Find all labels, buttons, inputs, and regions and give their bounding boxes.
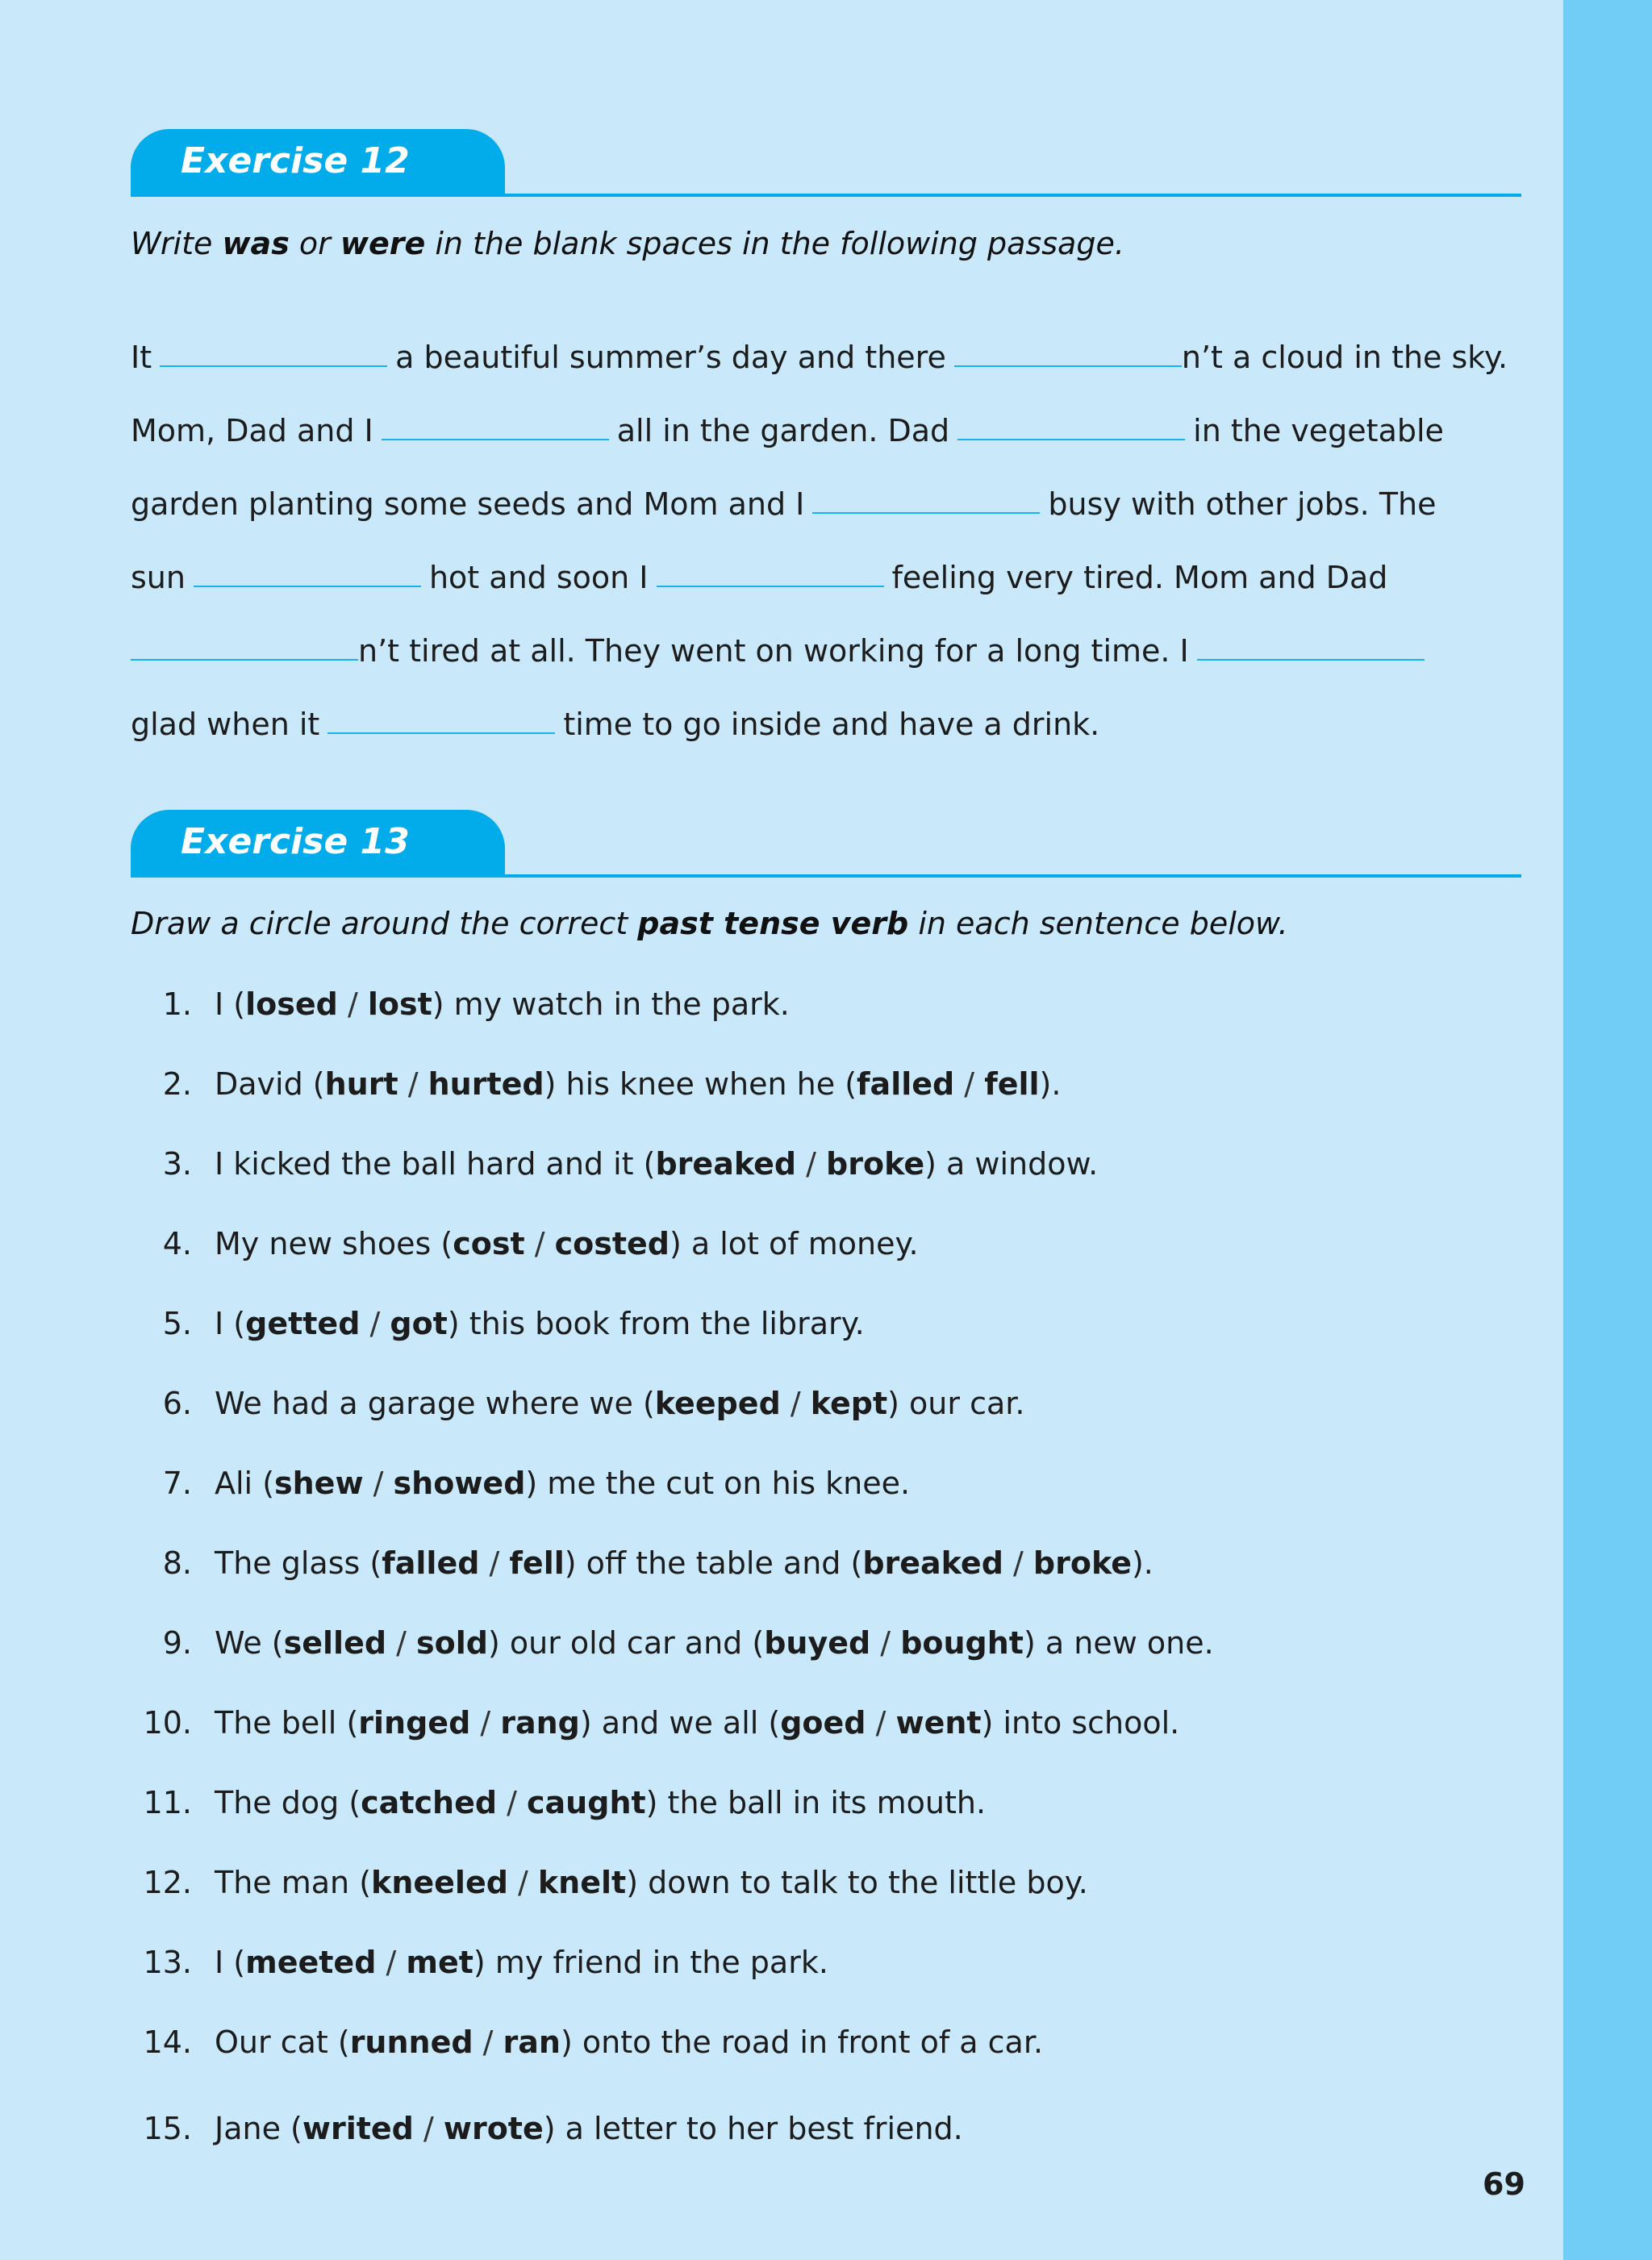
verb-choice[interactable]: breaked [862, 1545, 1003, 1581]
item-number: 12. [143, 1865, 192, 1900]
verb-choice[interactable]: showed [393, 1466, 526, 1501]
sentence-text: ) a lot of money. [669, 1226, 919, 1261]
sentence-text: ) the ball in its mouth. [645, 1785, 987, 1820]
item-number: 8. [162, 1545, 192, 1581]
exercise-13-rule [131, 874, 1521, 878]
verb-choice[interactable]: met [406, 1945, 473, 1980]
choice-separator: / [507, 1865, 538, 1900]
sentence-text: Our cat ( [215, 2024, 350, 2060]
passage-text: n’t a cloud in the sky. [1181, 340, 1508, 375]
sentence-text: ) our car. [887, 1386, 1025, 1421]
item-number: 5. [162, 1306, 192, 1341]
passage-text: time to go inside and have a drink. [563, 707, 1100, 742]
item-number: 14. [143, 2024, 192, 2060]
item-number: 15. [143, 2111, 192, 2146]
exercise-13-instruction [131, 906, 1288, 941]
verb-choice[interactable]: goed [780, 1705, 866, 1741]
sentence-text: ) this book from the library. [447, 1306, 865, 1341]
page-number: 69 [1483, 2166, 1525, 2202]
verb-choice[interactable]: catched [361, 1785, 498, 1820]
verb-choice[interactable]: went [895, 1705, 982, 1741]
verb-choice[interactable]: ringed [358, 1705, 471, 1741]
sentence-text: Jane ( [215, 2111, 302, 2146]
blank-4[interactable] [957, 439, 1185, 440]
instruction-text: Write [131, 226, 223, 261]
passage-text: hot and soon I [428, 560, 649, 595]
choice-separator: / [398, 1066, 428, 1102]
passage-text: a beautiful summer’s day and there [395, 340, 946, 375]
item-number: 2. [162, 1066, 192, 1102]
instruction-bold-was: was [222, 226, 290, 261]
sentence-text: ). [1131, 1545, 1153, 1581]
passage-text: Mom, Dad and I [131, 413, 373, 448]
exercise-12-rule [131, 194, 1521, 197]
sentence-text: ) his knee when he ( [544, 1066, 857, 1102]
passage-text: feeling very tired. Mom and Dad [891, 560, 1388, 595]
blank-6[interactable] [194, 586, 421, 587]
item-number: 1. [162, 986, 192, 1022]
choice-separator: / [473, 2024, 503, 2060]
choice-separator: / [497, 1785, 528, 1820]
verb-choice[interactable]: kept [810, 1386, 888, 1421]
verb-choice[interactable]: getted [245, 1306, 361, 1341]
blank-7[interactable] [657, 586, 884, 587]
verb-choice[interactable]: fell [984, 1066, 1040, 1102]
verb-choice[interactable]: breaked [655, 1146, 797, 1182]
verb-choice[interactable]: costed [554, 1226, 670, 1261]
blank-8[interactable] [131, 659, 358, 661]
sentence-text: ) down to talk to the little boy. [626, 1865, 1088, 1900]
passage-line-3 [131, 484, 1437, 524]
sentence-text: ) off the table and ( [564, 1545, 863, 1581]
choice-separator: / [524, 1226, 555, 1261]
sentence-text: The bell ( [215, 1705, 359, 1741]
list-item [131, 984, 790, 1024]
passage-text: garden planting some seeds and Mom and I [131, 486, 805, 522]
verb-choice[interactable]: meeted [245, 1945, 377, 1980]
instruction-bold-past-tense-verb: past tense verb [637, 906, 909, 941]
sentence-text: David ( [215, 1066, 325, 1102]
verb-choice[interactable]: selled [283, 1625, 387, 1661]
instruction-text: or [289, 226, 340, 261]
sentence-text: I ( [215, 1306, 246, 1341]
passage-line-1 [131, 337, 1508, 377]
choice-separator: / [1003, 1545, 1033, 1581]
list-item [131, 1783, 986, 1823]
verb-choice[interactable]: rang [500, 1705, 580, 1741]
sentence-text: The man ( [215, 1865, 372, 1900]
item-number: 4. [162, 1226, 192, 1261]
choice-separator: / [360, 1306, 390, 1341]
sentence-text: ) me the cut on his knee. [525, 1466, 911, 1501]
verb-choice[interactable]: writed [302, 2111, 414, 2146]
exercise-13-title: Exercise 13 [181, 821, 410, 862]
choice-separator: / [376, 1945, 407, 1980]
choice-separator: / [870, 1625, 901, 1661]
sentence-text: The glass ( [215, 1545, 382, 1581]
blank-9[interactable] [1197, 659, 1425, 661]
list-item [131, 1942, 828, 1983]
exercise-13-tab [131, 810, 505, 878]
sentence-text: ). [1039, 1066, 1062, 1102]
instruction-bold-were: were [340, 226, 426, 261]
verb-choice[interactable]: shew [274, 1466, 364, 1501]
sentence-text: I ( [215, 1945, 246, 1980]
verb-choice[interactable]: bought [900, 1625, 1024, 1661]
blank-10[interactable] [327, 732, 555, 734]
sentence-text: ) and we all ( [579, 1705, 781, 1741]
passage-line-6 [131, 704, 1099, 744]
passage-text: busy with other jobs. The [1048, 486, 1437, 522]
item-number: 3. [162, 1146, 192, 1182]
sentence-text: ) our old car and ( [487, 1625, 765, 1661]
instruction-text: in each sentence below. [908, 906, 1288, 941]
list-item [131, 1224, 919, 1264]
list-item [131, 1703, 1179, 1743]
passage-text: glad when it [131, 707, 320, 742]
verb-choice[interactable]: caught [527, 1785, 646, 1820]
verb-choice[interactable]: sold [416, 1625, 488, 1661]
sentence-text: The dog ( [215, 1785, 361, 1820]
sentence-text: I kicked the ball hard and it ( [215, 1146, 656, 1182]
passage-text: in the vegetable [1193, 413, 1444, 448]
sentence-text: We had a garage where we ( [215, 1386, 655, 1421]
sentence-text: My new shoes ( [215, 1226, 453, 1261]
choice-separator: / [337, 986, 368, 1022]
verb-choice[interactable]: kneeled [371, 1865, 508, 1900]
verb-choice[interactable]: fell [509, 1545, 565, 1581]
verb-choice[interactable]: runned [349, 2024, 473, 2060]
list-item [131, 2108, 963, 2149]
sentence-text: ) my watch in the park. [432, 986, 790, 1022]
verb-choice[interactable]: broke [826, 1146, 925, 1182]
list-item [131, 1303, 865, 1344]
sentence-text: ) into school. [981, 1705, 1180, 1741]
verb-choice[interactable]: cost [453, 1226, 525, 1261]
exercise-12-instruction [131, 226, 1124, 261]
passage-line-4 [131, 557, 1387, 598]
choice-separator: / [866, 1705, 896, 1741]
verb-choice[interactable]: falled [382, 1545, 480, 1581]
instruction-text: Draw a circle around the correct [131, 906, 638, 941]
list-item [131, 1463, 910, 1503]
instruction-text: in the blank spaces in the following passage. [425, 226, 1124, 261]
list-item [131, 1623, 1214, 1663]
blank-3[interactable] [382, 439, 609, 440]
side-color-band [1563, 0, 1652, 2260]
passage-text: n’t tired at all. They went on working for a long time. I [358, 633, 1189, 669]
blank-2[interactable] [954, 365, 1182, 367]
verb-choice[interactable]: got [390, 1306, 448, 1341]
item-number: 13. [143, 1945, 192, 1980]
verb-choice[interactable]: falled [857, 1066, 955, 1102]
verb-choice[interactable]: keeped [654, 1386, 781, 1421]
exercise-12-header [131, 129, 1521, 197]
sentence-text: ) a letter to her best friend. [543, 2111, 963, 2146]
list-item [131, 1543, 1153, 1583]
passage-line-5 [131, 631, 1433, 671]
item-number: 10. [143, 1705, 192, 1741]
choice-separator: / [386, 1625, 417, 1661]
verb-choice[interactable]: ran [503, 2024, 561, 2060]
verb-choice[interactable]: lost [367, 986, 432, 1022]
blank-5[interactable] [812, 512, 1040, 514]
passage-text: sun [131, 560, 186, 595]
list-item [131, 2022, 1043, 2062]
sentence-text: ) onto the road in front of a car. [560, 2024, 1044, 2060]
exercise-12-tab [131, 129, 505, 197]
verb-choice[interactable]: broke [1032, 1545, 1132, 1581]
verb-choice[interactable]: losed [245, 986, 338, 1022]
passage-text: It [131, 340, 152, 375]
list-item [131, 1383, 1024, 1424]
sentence-text: ) a new one. [1023, 1625, 1214, 1661]
verb-choice[interactable]: knelt [537, 1865, 627, 1900]
verb-choice[interactable]: hurted [428, 1066, 544, 1102]
sentence-text: We ( [215, 1625, 284, 1661]
passage-text: all in the garden. Dad [616, 413, 950, 448]
sentence-text: I ( [215, 986, 246, 1022]
list-item [131, 1144, 1098, 1184]
choice-separator: / [470, 1705, 501, 1741]
list-item [131, 1862, 1088, 1903]
choice-separator: / [363, 1466, 394, 1501]
choice-separator: / [413, 2111, 444, 2146]
sentence-text: ) a window. [924, 1146, 1099, 1182]
blank-1[interactable] [160, 365, 387, 367]
sentence-text: Ali ( [215, 1466, 275, 1501]
verb-choice[interactable]: wrote [443, 2111, 544, 2146]
exercise-13-header [131, 810, 1521, 878]
passage-line-2 [131, 411, 1444, 451]
choice-separator: / [780, 1386, 811, 1421]
choice-separator: / [479, 1545, 510, 1581]
choice-separator: / [954, 1066, 985, 1102]
item-number: 11. [143, 1785, 192, 1820]
exercise-12-title: Exercise 12 [181, 140, 410, 181]
item-number: 7. [162, 1466, 192, 1501]
list-item [131, 1064, 1061, 1104]
item-number: 6. [162, 1386, 192, 1421]
sentence-text: ) my friend in the park. [473, 1945, 828, 1980]
verb-choice[interactable]: buyed [764, 1625, 871, 1661]
verb-choice[interactable]: hurt [324, 1066, 398, 1102]
choice-separator: / [796, 1146, 827, 1182]
item-number: 9. [162, 1625, 192, 1661]
